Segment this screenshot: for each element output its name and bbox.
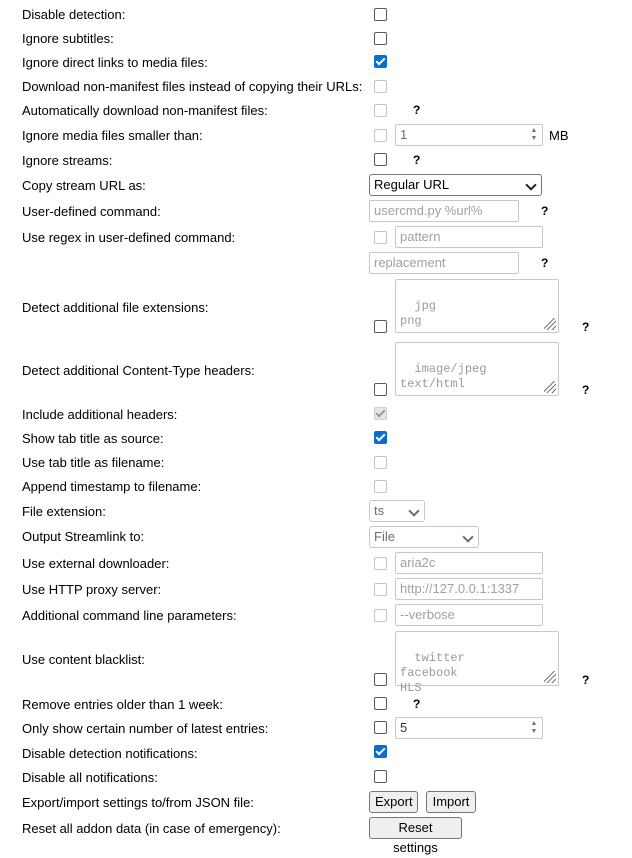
auto-download-non-manifest-checkbox[interactable] bbox=[374, 104, 387, 117]
copy-stream-url-select[interactable] bbox=[369, 174, 542, 196]
output-streamlink-label: Output Streamlink to: bbox=[22, 529, 145, 544]
auto-download-help-icon[interactable]: ? bbox=[413, 103, 421, 117]
chevron-down-icon bbox=[408, 505, 419, 516]
user-command-help-icon[interactable]: ? bbox=[541, 204, 549, 218]
ignore-subtitles-checkbox[interactable] bbox=[374, 32, 387, 45]
number-spinner-icon[interactable]: ▲ ▼ bbox=[530, 720, 538, 735]
resize-grip-icon[interactable] bbox=[544, 671, 556, 683]
ignore-smaller-than-value: 1 bbox=[400, 127, 408, 142]
additional-extensions-label: Detect additional file extensions: bbox=[22, 300, 209, 315]
additional-extensions-placeholder: jpg png bbox=[400, 299, 437, 328]
cmdline-params-input[interactable]: --verbose bbox=[395, 604, 543, 626]
include-headers-label: Include additional headers: bbox=[22, 407, 178, 422]
content-blacklist-help-icon[interactable]: ? bbox=[582, 673, 590, 687]
http-proxy-label: Use HTTP proxy server: bbox=[22, 582, 162, 597]
disable-detection-checkbox[interactable] bbox=[374, 8, 387, 21]
content-types-help-icon[interactable]: ? bbox=[582, 383, 590, 397]
ignore-streams-label: Ignore streams: bbox=[22, 153, 113, 168]
disable-all-notifications-label: Disable all notifications: bbox=[22, 770, 158, 785]
remove-old-entries-label: Remove entries older than 1 week: bbox=[22, 697, 223, 712]
tab-title-source-label: Show tab title as source: bbox=[22, 431, 164, 446]
append-timestamp-checkbox[interactable] bbox=[374, 480, 387, 493]
external-downloader-input[interactable]: aria2c bbox=[395, 552, 543, 574]
reset-label: Reset all addon data (in case of emergency): bbox=[22, 821, 281, 836]
auto-download-non-manifest-label: Automatically download non-manifest files: bbox=[22, 103, 268, 118]
ignore-smaller-than-label: Ignore media files smaller than: bbox=[22, 128, 203, 143]
latest-entries-input[interactable] bbox=[395, 717, 543, 739]
latest-entries-checkbox[interactable] bbox=[374, 721, 387, 734]
regex-replacement-input[interactable]: replacement bbox=[369, 252, 519, 274]
output-streamlink-select[interactable] bbox=[369, 526, 479, 548]
content-blacklist-placeholder: twitter facebook HLS bbox=[400, 651, 465, 695]
external-downloader-checkbox[interactable] bbox=[374, 557, 387, 570]
user-command-input[interactable]: usercmd.py %url% bbox=[369, 200, 519, 222]
copy-stream-url-value: Regular URL bbox=[374, 177, 450, 192]
export-button[interactable]: Export bbox=[369, 791, 418, 813]
reset-settings-button[interactable]: Reset settings bbox=[369, 817, 462, 839]
disable-all-notifications-checkbox[interactable] bbox=[374, 770, 387, 783]
http-proxy-input[interactable]: http://127.0.0.1:1337 bbox=[395, 578, 543, 600]
content-blacklist-textarea[interactable] bbox=[395, 631, 559, 695]
additional-extensions-textarea[interactable] bbox=[395, 279, 559, 333]
content-types-placeholder: image/jpeg text/html bbox=[400, 362, 487, 391]
cmdline-params-checkbox[interactable] bbox=[374, 609, 387, 622]
ignore-smaller-than-checkbox[interactable] bbox=[374, 129, 387, 142]
tab-title-source-checkbox[interactable] bbox=[374, 431, 387, 444]
latest-entries-label: Only show certain number of latest entries: bbox=[22, 721, 269, 736]
content-types-label: Detect additional Content-Type headers: bbox=[22, 363, 255, 378]
regex-command-label: Use regex in user-defined command: bbox=[22, 230, 236, 245]
tab-title-filename-checkbox[interactable] bbox=[374, 456, 387, 469]
cmdline-params-label: Additional command line parameters: bbox=[22, 608, 237, 623]
additional-extensions-help-icon[interactable]: ? bbox=[582, 320, 590, 334]
tab-title-filename-label: Use tab title as filename: bbox=[22, 455, 165, 470]
disable-detection-notifications-checkbox[interactable] bbox=[374, 745, 387, 758]
export-import-label: Export/import settings to/from JSON file: bbox=[22, 795, 254, 810]
chevron-down-icon bbox=[462, 531, 473, 542]
resize-grip-icon[interactable] bbox=[544, 381, 556, 393]
ignore-direct-links-label: Ignore direct links to media files: bbox=[22, 55, 208, 70]
latest-entries-value: 5 bbox=[400, 720, 408, 735]
size-unit-label: MB bbox=[549, 128, 569, 143]
disable-detection-notifications-label: Disable detection notifications: bbox=[22, 746, 198, 761]
file-extension-select[interactable] bbox=[369, 500, 425, 522]
content-types-textarea[interactable] bbox=[395, 342, 559, 396]
download-non-manifest-label: Download non-manifest files instead of copying their URLs: bbox=[22, 79, 363, 94]
content-blacklist-checkbox[interactable] bbox=[374, 673, 387, 686]
import-button[interactable]: Import bbox=[426, 791, 476, 813]
file-extension-value: ts bbox=[374, 503, 385, 518]
resize-grip-icon[interactable] bbox=[544, 318, 556, 330]
download-non-manifest-checkbox[interactable] bbox=[374, 80, 387, 93]
remove-old-entries-help-icon[interactable]: ? bbox=[413, 697, 421, 711]
ignore-streams-checkbox[interactable] bbox=[374, 153, 387, 166]
copy-stream-url-label: Copy stream URL as: bbox=[22, 178, 146, 193]
ignore-subtitles-label: Ignore subtitles: bbox=[22, 31, 114, 46]
file-extension-label: File extension: bbox=[22, 504, 106, 519]
number-spinner-icon[interactable]: ▲ ▼ bbox=[530, 127, 538, 142]
disable-detection-label: Disable detection: bbox=[22, 7, 126, 22]
http-proxy-checkbox[interactable] bbox=[374, 583, 387, 596]
include-headers-checkbox[interactable] bbox=[374, 407, 387, 420]
regex-help-icon[interactable]: ? bbox=[541, 256, 549, 270]
remove-old-entries-checkbox[interactable] bbox=[374, 697, 387, 710]
regex-pattern-input[interactable]: pattern bbox=[395, 226, 543, 248]
user-command-label: User-defined command: bbox=[22, 204, 161, 219]
chevron-down-icon bbox=[525, 179, 536, 190]
content-blacklist-label: Use content blacklist: bbox=[22, 652, 145, 667]
output-streamlink-value: File bbox=[374, 529, 395, 544]
ignore-smaller-than-input[interactable] bbox=[395, 124, 543, 146]
ignore-streams-help-icon[interactable]: ? bbox=[413, 153, 421, 167]
regex-command-checkbox[interactable] bbox=[374, 231, 387, 244]
additional-extensions-checkbox[interactable] bbox=[374, 320, 387, 333]
append-timestamp-label: Append timestamp to filename: bbox=[22, 479, 202, 494]
content-types-checkbox[interactable] bbox=[374, 383, 387, 396]
ignore-direct-links-checkbox[interactable] bbox=[374, 55, 387, 68]
external-downloader-label: Use external downloader: bbox=[22, 556, 170, 571]
